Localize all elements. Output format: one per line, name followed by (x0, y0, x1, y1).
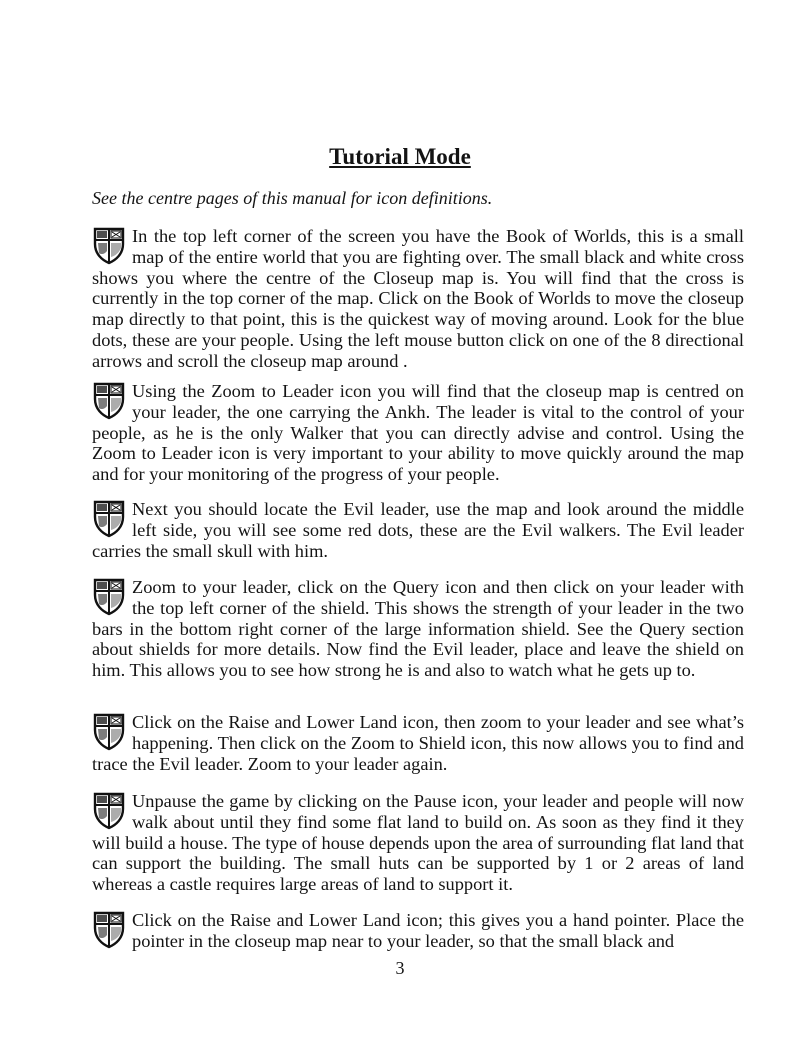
shield-icon (92, 500, 126, 538)
shield-icon (92, 911, 126, 949)
instruction-paragraph (92, 910, 744, 952)
shield-icon (92, 792, 126, 830)
paragraph-text: Click on the Raise and Lower Land icon, then zoom to your leader and see what’s happening. Then click on the Zoom to Shield icon, this now allows you to find and trace the Evil leader. Zoom to your leader again. (92, 712, 744, 774)
paragraph-text: Unpause the game by clicking on the Pause icon, your leader and people will now walk about until they find some flat land to build on. As soon as they find it they will build a house. The type of house depends upon the area of surrounding flat land that can support the building. The small huts can be supported by 1 or 2 areas of land whereas a castle requires large areas of land to support it. (92, 791, 744, 895)
instruction-paragraph (92, 791, 744, 895)
subtitle: See the centre pages of this manual for icon definitions. (92, 188, 493, 208)
shield-icon (92, 382, 126, 420)
instruction-paragraph (92, 381, 744, 485)
instruction-paragraph (92, 226, 744, 372)
paragraph-text: Zoom to your leader, click on the Query icon and then click on your leader with the top left corner of the shield. This shows the strength of your leader in the two bars in the bottom right corner of the large information shield. See the Query section about shields for more details. Now find the Evil leader, place and leave the shield on him. This allows you to see how strong he is and also to watch what he gets up to. (92, 577, 744, 681)
shield-icon (92, 578, 126, 616)
instruction-paragraph (92, 499, 744, 561)
paragraph-text: In the top left corner of the screen you have the Book of Worlds, this is a small map of the entire world that you are fighting over. The small black and white cross shows you where the centre of the Closeup map is. You will find that the cross is currently in the top corner of the map. Click on the Book of Worlds to move the closeup map directly to that point, this is the quickest way of moving around. Look for the blue dots, these are your people. Using the left mouse button click on one of the 8 directional arrows and scroll the closeup map around . (92, 226, 744, 371)
shield-icon (92, 713, 126, 751)
instruction-paragraph (92, 712, 744, 774)
paragraph-text: Next you should locate the Evil leader, use the map and look around the middle left side, you will see some red dots, these are the Evil walkers. The Evil leader carries the small skull with him. (92, 499, 744, 561)
shield-icon (92, 227, 126, 265)
instruction-paragraph (92, 577, 744, 681)
page-title: Tutorial Mode (329, 144, 471, 169)
page-number: 3 (395, 958, 405, 978)
paragraph-text: Click on the Raise and Lower Land icon; this gives you a hand pointer. Place the pointer in the closeup map near to your leader, so that the small black and (132, 910, 744, 951)
paragraph-text: Using the Zoom to Leader icon you will find that the closeup map is centred on your leader, the one carrying the Ankh. The leader is vital to the control of your people, as he is the only Walker that you can directly advise and control. Using the Zoom to Leader icon is very important to your ability to move quickly around the map and for your monitoring of the progress of your people. (92, 381, 744, 485)
